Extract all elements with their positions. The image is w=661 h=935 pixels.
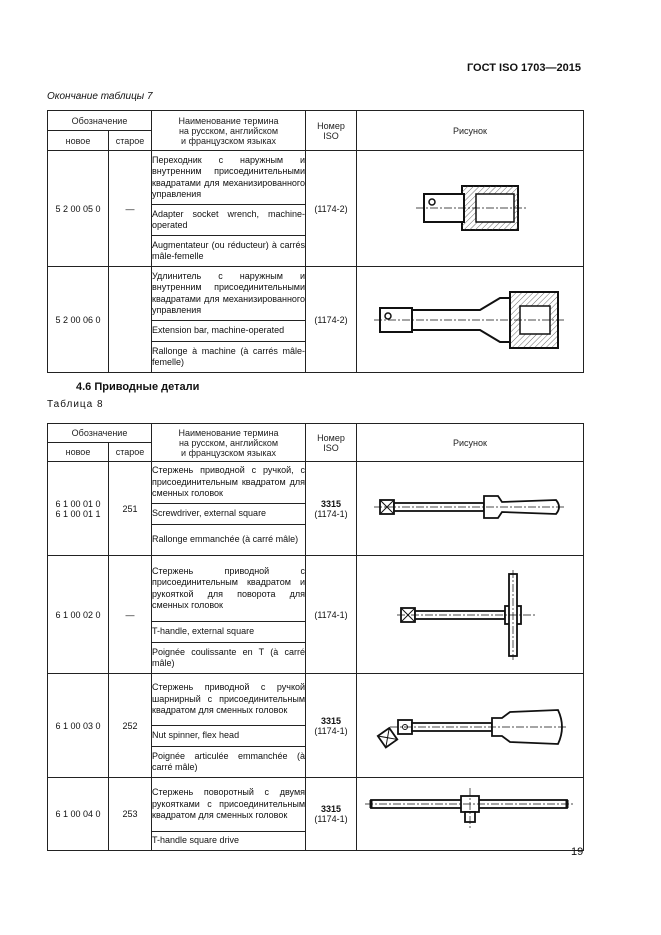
header-designation: Обозначение	[48, 111, 152, 131]
table7	[47, 110, 584, 373]
header-figure: Рисунок	[357, 424, 584, 462]
table-row	[48, 151, 584, 205]
section-title: 4.6 Приводные детали	[76, 381, 200, 393]
term-en: Extension bar, machine-operated	[152, 321, 306, 342]
table8	[47, 423, 584, 851]
term-en: Nut spinner, flex head	[152, 726, 306, 747]
code-new: 6 1 00 01 0 6 1 00 01 1	[48, 462, 109, 556]
nut-spinner-drawing	[357, 674, 584, 778]
header-new: новое	[48, 131, 109, 151]
table-row	[48, 267, 584, 321]
header-new: новое	[48, 443, 109, 462]
code-old: —	[109, 151, 152, 267]
header-designation: Обозначение	[48, 424, 152, 443]
iso-number: 3315 (1174-1)	[306, 462, 357, 556]
iso-number: 3315 (1174-1)	[306, 674, 357, 778]
iso-number: (1174-1)	[306, 556, 357, 674]
code-new: 5 2 00 06 0	[48, 267, 109, 373]
code-new: 6 1 00 02 0	[48, 556, 109, 674]
header-figure: Рисунок	[357, 111, 584, 151]
term-en: Adapter socket wrench, machine-operated	[152, 205, 306, 236]
term-fr: Poignée articulée emmanchée (à carré mâle)	[152, 747, 306, 778]
header-iso: Номер ISO	[306, 111, 357, 151]
table-row	[48, 778, 584, 832]
header-old: старое	[109, 131, 152, 151]
iso-number: (1174-2)	[306, 151, 357, 267]
table-row	[48, 674, 584, 726]
term-fr: Rallonge à machine (à carrés mâle-femelle)	[152, 342, 306, 373]
term-ru: Стержень приводной с ручкой, с присоединительным квадратом для сменных головок	[152, 462, 306, 504]
term-ru: Удлинитель с наружным и внутренним присоединительными квадратами для механизированного управления	[152, 267, 306, 321]
extension-bar-drawing	[357, 267, 584, 373]
code-old	[109, 267, 152, 373]
table-row	[48, 556, 584, 622]
code-new: 6 1 00 04 0	[48, 778, 109, 851]
header-old: старое	[109, 443, 152, 462]
table8-caption: Таблица 8	[47, 399, 104, 410]
code-old: 251	[109, 462, 152, 556]
term-en: T-handle, external square	[152, 622, 306, 643]
term-fr: Poignée coulissante en T (à carré mâle)	[152, 643, 306, 674]
iso-number: 3315 (1174-1)	[306, 778, 357, 851]
term-fr: Augmentateur (ou réducteur) à carrés mâle-femelle	[152, 236, 306, 267]
page-number: 19	[571, 846, 584, 858]
code-old: —	[109, 556, 152, 674]
screwdriver-handle-drawing	[357, 462, 584, 556]
adapter-socket-drawing	[357, 151, 584, 267]
header-name: Наименование термина на русском, английском и французском языках	[152, 111, 306, 151]
header-iso: Номер ISO	[306, 424, 357, 462]
term-ru: Стержень поворотный с двумя рукоятками с присоединительным квадратом для сменных головок	[152, 778, 306, 832]
code-new: 5 2 00 05 0	[48, 151, 109, 267]
term-en: Screwdriver, external square	[152, 504, 306, 525]
t-handle-drawing	[357, 556, 584, 674]
standard-number: ГОСТ ISO 1703—2015	[466, 62, 581, 74]
code-new: 6 1 00 03 0	[48, 674, 109, 778]
code-old: 253	[109, 778, 152, 851]
term-en: T-handle square drive	[152, 832, 306, 851]
code-old: 252	[109, 674, 152, 778]
table7-caption: Окончание таблицы 7	[47, 91, 153, 102]
table-row	[48, 462, 584, 504]
header-name: Наименование термина на русском, английском и французском языках	[152, 424, 306, 462]
t-handle-square-drive-drawing	[357, 778, 584, 851]
term-ru: Стержень приводной с присоединительным квадратом и рукояткой для поворота для сменных головок	[152, 556, 306, 622]
term-ru: Стержень приводной с ручкой шарнирный с присоединительным квадратом для сменных головок	[152, 674, 306, 726]
iso-number: (1174-2)	[306, 267, 357, 373]
term-ru: Переходник с наружным и внутренним присоединительными квадратами для механизированного управления	[152, 151, 306, 205]
term-fr: Rallonge emmanchée (à carré mâle)	[152, 525, 306, 556]
